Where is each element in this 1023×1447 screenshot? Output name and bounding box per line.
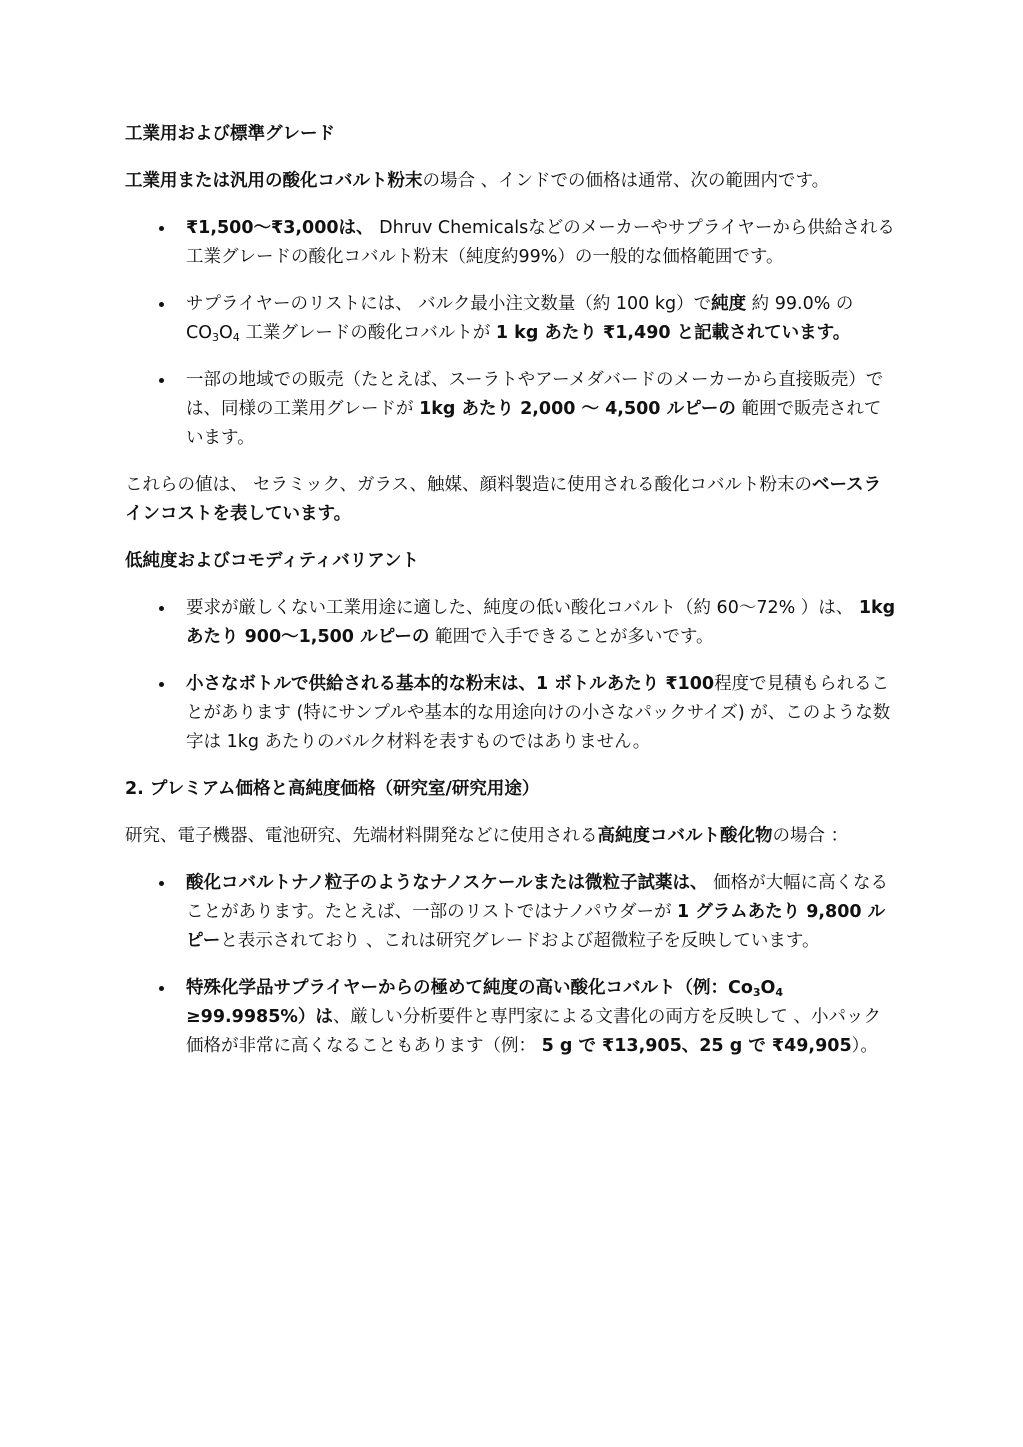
document-page [125,120,897,1079]
list-item [186,974,897,1061]
bold-text: 工業用および標準グレード [125,124,335,144]
text-segment: 範囲で販売されています。 [186,399,882,448]
text-segment: の場合 、インドでの価格は通常、次の範囲内です。 [422,171,830,191]
text-segment: 一部の地域での販売（たとえば、スーラトやアーメダバードのメーカーから直接販売）では、同様の工業用グレードが [186,370,884,419]
bullet-list [125,214,897,453]
list-item [186,869,897,956]
text-segment: 価格が大幅に高くなることがあります。たとえば、一部のリストではナノパウダーが [186,873,889,922]
subscript-text: 4 [775,986,784,999]
bold-text: 高純度コバルト酸化物 [597,826,773,846]
bold-text: ベースラインコストを表しています。 [125,475,882,524]
bullet-list [125,594,897,757]
text-segment: 範囲で入手できることが多いです。 [429,627,714,647]
list-item [186,366,897,453]
text-segment: 工業グレードの酸化コバルトが [239,323,496,343]
bold-text: ₹1,500〜₹3,000は、 [186,218,374,238]
text-segment: Dhruv Chemicalsなどのメーカーやサプライヤーから供給される工業グレードの酸化コバルト粉末（純度約99%）の一般的な価格範囲です。 [186,218,895,267]
text-segment: 研究、電子機器、電池研究、先端材料開発などに使用される [125,826,598,846]
list-item [186,290,897,348]
bold-text: 5 g で ₹13,905、25 g で ₹49,905 [541,1036,852,1056]
bold-text: ≥99.9985%）は [186,1007,333,1027]
text-segment: O [219,323,233,343]
paragraph [125,822,897,851]
bold-text: 純度 [711,294,747,314]
bold-text: 特殊化学品サプライヤーからの極めて純度の高い酸化コバルト（例：Co [186,978,753,998]
bold-text: 酸化コバルトナノ粒子のようなナノスケールまたは微粒子試薬は、 [186,873,708,893]
paragraph [125,471,897,529]
bold-text: 工業用または汎用の酸化コバルト粉末 [125,171,423,191]
bold-text: O [760,978,776,998]
list-item [186,670,897,757]
bold-text: 1kg あたり 2,000 〜 4,500 ルピーの [419,399,736,419]
text-segment: と表示されており 、これは研究グレードおよび超微粒子を反映しています。 [220,931,820,951]
bold-text: 1kg あたり 900〜1,500 ルピーの [186,598,896,647]
bold-text: 低純度およびコモディティバリアント [125,551,419,571]
paragraph [125,167,897,196]
text-segment: 約 99.0% の CO [186,294,854,343]
bullet-list [125,869,897,1061]
list-item [186,214,897,272]
bold-text: 小さなボトルで供給される基本的な粉末は、1 ボトルあたり ₹100 [186,674,715,694]
text-segment: ）。 [851,1036,878,1056]
list-item [186,594,897,652]
section-heading [125,547,897,576]
text-segment: 要求が厳しくない工業用途に適した、純度の低い酸化コバルト（約 60〜72% ）は、 [186,598,859,618]
subscript-text: 4 [232,331,240,344]
section-heading [125,775,897,804]
bold-text: 1 kg あたり ₹1,490 と記載されています。 [495,323,851,343]
text-segment: サプライヤーのリストには、 バルク最小注文数量（約 100 kg）で [186,294,712,314]
bold-text: 1 グラムあたり 9,800 ルピー [186,902,886,951]
section-heading [125,120,897,149]
text-segment: の場合 ： [772,826,849,846]
text-segment: これらの値は、 セラミック、ガラス、触媒、顔料製造に使用される酸化コバルト粉末の [125,475,813,495]
text-segment: 程度で見積もられることがあります (特にサンプルや基本的な用途向けの小さなパックサイズ) が、このような数字は 1kg あたりのバルク材料を表すものではありません。 [186,674,891,752]
text-segment: 、厳しい分析要件と専門家による文書化の両方を反映して 、小パック価格が非常に高くなることもあります（例： [186,1007,881,1056]
bold-text: 2. プレミアム価格と高純度価格（研究室/研究用途） [125,779,540,799]
subscript-text: 3 [212,331,219,344]
subscript-text: 3 [752,986,761,999]
